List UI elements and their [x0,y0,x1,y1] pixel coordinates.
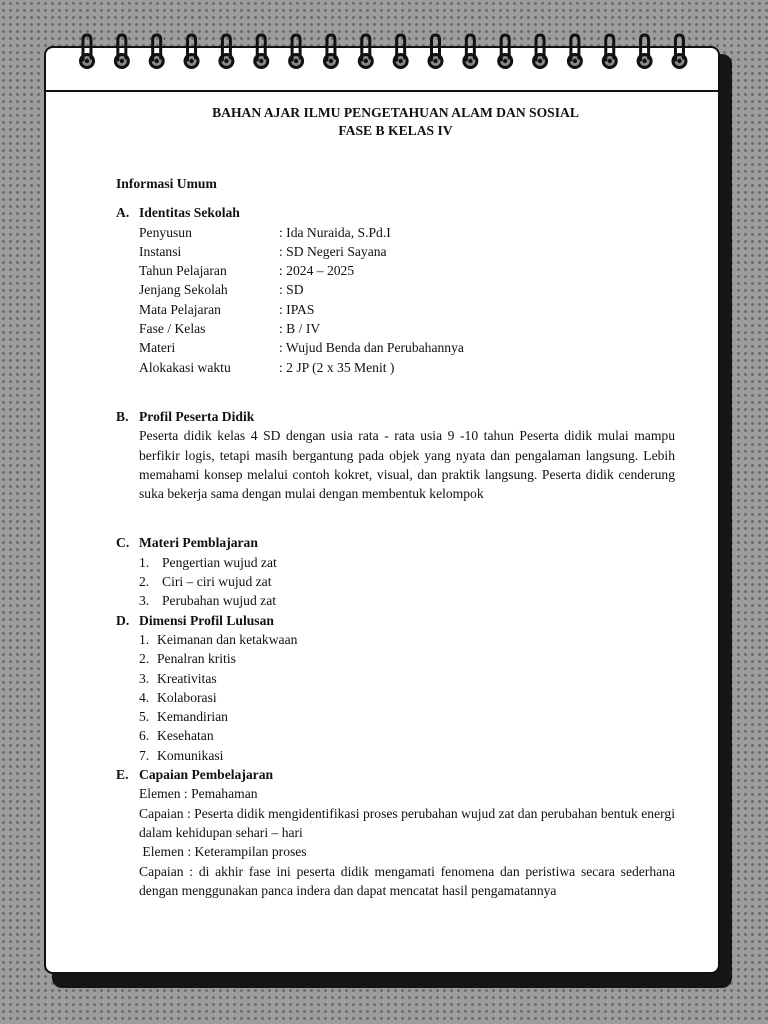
section-title: Capaian Pembelajaran [139,767,274,783]
identity-key: Alokakasi waktu [139,359,231,375]
list-number: 5. [139,709,150,725]
capaian-1: Capaian : Peserta didik mengidentifikasi proses perubahan wujud zat dan perubahan bentuk energi dalam kehidupan sehari – hari [139,805,675,840]
list-item [116,707,675,726]
document-title [116,104,675,140]
section-letter: B. [116,408,129,424]
list-item [116,591,675,610]
profile-paragraph: Peserta didik kelas 4 SD dengan usia rata - rata usia 9 -10 tahun Peserta didik mulai mampu berfikir logis, tetapi masih bergantung pada objek yang nyata dan pengalaman langsung. Lebih memahami konsep melalui contoh kokret, visual, dan praktik langsung. Peserta didik cenderung suka bekerja sama dengan mulai dengan membentuk kelompok [139,428,675,502]
title-line-2: FASE B KELAS IV [338,123,453,138]
list-item [116,649,675,668]
list-number: 3. [139,670,150,686]
list-text: Kesehatan [157,728,214,744]
identity-row [116,300,675,319]
list-item [116,688,675,707]
identity-row [116,319,675,338]
list-text: Kreativitas [157,670,217,686]
list-item [116,746,675,765]
identity-value: : B / IV [279,321,321,337]
identity-value: : 2 JP (2 x 35 Menit ) [279,359,395,375]
list-number: 1. [139,554,150,570]
list-text: Keimanan dan ketakwaan [157,631,298,647]
identity-value: : Ida Nuraida, S.Pd.I [279,224,391,240]
list-item [116,726,675,745]
list-number: 4. [139,689,150,705]
identity-value: : SD Negeri Sayana [279,243,387,259]
list-text: Penalran kritis [157,651,236,667]
section-b-heading [116,407,675,426]
section-title: Profil Peserta Didik [139,408,255,424]
identity-key: Materi [139,340,176,356]
list-text: Perubahan wujud zat [162,593,277,609]
list-item [116,572,675,591]
identity-key: Mata Pelajaran [139,301,221,317]
title-line-1: BAHAN AJAR ILMU PENGETAHUAN ALAM DAN SOSIAL [212,105,579,120]
section-title: Identitas Sekolah [139,205,240,221]
info-umum-heading: Informasi Umum [116,176,217,191]
section-title: Materi Pemblajaran [139,535,258,551]
section-d-heading [116,611,675,630]
identity-table [116,223,675,377]
section-title: Dimensi Profil Lulusan [139,612,274,628]
list-text: Komunikasi [157,747,224,763]
binding-line [46,90,718,92]
list-item [116,669,675,688]
identity-key: Instansi [139,243,182,259]
identity-row [116,358,675,377]
list-item [116,630,675,649]
list-number: 7. [139,747,150,763]
identity-key: Penyusun [139,224,192,240]
identity-value: : Wujud Benda dan Perubahannya [279,340,464,356]
list-text: Kolaborasi [157,689,217,705]
list-number: 2. [139,574,150,590]
section-e-heading [116,765,675,784]
elemen-1: Elemen : Pemahaman [139,786,258,802]
identity-row [116,338,675,357]
document-content [116,104,675,900]
list-number: 6. [139,728,150,744]
identity-key: Tahun Pelajaran [139,263,227,279]
section-letter: C. [116,535,130,551]
identity-value: : IPAS [279,301,315,317]
identity-value: : SD [279,282,304,298]
list-number: 1. [139,631,150,647]
list-text: Ciri – ciri wujud zat [162,574,272,590]
identity-row [116,261,675,280]
identity-row [116,242,675,261]
list-text: Pengertian wujud zat [162,554,277,570]
identity-key: Fase / Kelas [139,321,206,337]
list-text: Kemandirian [157,709,228,725]
section-c-heading [116,533,675,552]
identity-row [116,280,675,299]
capaian-2: Capaian : di akhir fase ini peserta didik mengamati fenomena dan peristiwa secara sederhana dengan menggunakan panca indera dan dapat mencatat hasil pengamatannya [139,863,675,898]
identity-row [116,223,675,242]
section-letter: D. [116,612,130,628]
identity-key: Jenjang Sekolah [139,282,228,298]
section-letter: A. [116,205,130,221]
section-letter: E. [116,767,129,783]
identity-value: : 2024 – 2025 [279,263,355,279]
elemen-2: Elemen : Keterampilan proses [139,844,307,860]
list-number: 2. [139,651,150,667]
section-a-heading [116,203,675,222]
list-number: 3. [139,593,150,609]
list-item [116,553,675,572]
